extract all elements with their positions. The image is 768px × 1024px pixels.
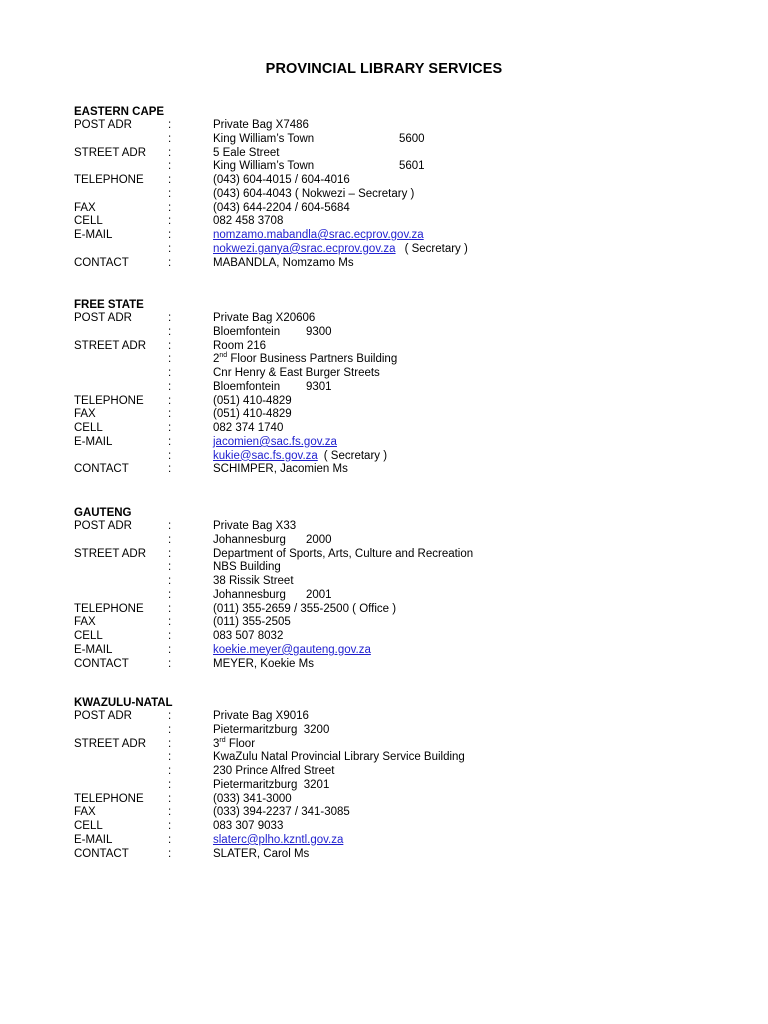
- post-adr-code: 5600: [399, 132, 425, 145]
- cell-row: [74, 215, 714, 229]
- secretary-email-link[interactable]: kukie@sac.fs.gov.za: [213, 449, 318, 462]
- telephone-value: (051) 410-4829: [213, 394, 292, 407]
- street-adr-code: 2001: [306, 588, 332, 601]
- street-adr-city: Johannesburg: [213, 588, 286, 601]
- colon: :: [168, 229, 172, 241]
- cell-label: CELL: [74, 422, 103, 434]
- colon: :: [168, 160, 172, 173]
- colon: :: [168, 132, 172, 145]
- street-adr-row-4: [74, 779, 714, 793]
- email-row-2: [74, 450, 714, 464]
- floor-suffix: rd: [219, 736, 226, 744]
- street-adr-street: 230 Prince Alfred Street: [213, 765, 335, 777]
- colon: :: [168, 630, 172, 642]
- contact-value: MEYER, Koekie Ms: [213, 657, 314, 670]
- street-adr-row: [74, 548, 714, 562]
- cell-row: [74, 630, 714, 644]
- email-link[interactable]: slaterc@plho.kzntl.gov.za: [213, 833, 344, 846]
- street-adr-row-2: [74, 160, 714, 174]
- fax-value: (033) 394-2237 / 341-3085: [213, 806, 350, 819]
- colon: :: [168, 339, 172, 352]
- street-adr-row-2: [74, 561, 714, 575]
- street-adr-value: Department of Sports, Arts, Culture and Recreation: [213, 547, 474, 560]
- colon: :: [168, 602, 172, 615]
- colon: :: [168, 449, 172, 462]
- colon: :: [168, 146, 172, 159]
- contact-value: SCHIMPER, Jacomien Ms: [213, 463, 348, 476]
- post-adr-row: [74, 710, 714, 724]
- email-link[interactable]: nomzamo.mabandla@srac.ecprov.gov.za: [213, 229, 424, 241]
- street-adr-code: 5601: [399, 160, 425, 173]
- floor-number: 3: [213, 737, 220, 750]
- street-adr-row-3: [74, 765, 714, 779]
- email-row: [74, 229, 714, 243]
- street-adr-row-4: [74, 589, 714, 603]
- floor-number: 2: [213, 353, 220, 366]
- street-adr-label: STREET ADR: [74, 737, 146, 750]
- street-adr-floor: [213, 353, 397, 367]
- floor-building: Floor Business Partners Building: [227, 353, 398, 366]
- colon: :: [168, 751, 172, 764]
- floor-suffix: nd: [219, 352, 228, 360]
- post-adr-row-2: [74, 326, 714, 340]
- colon: :: [168, 806, 172, 819]
- email-link[interactable]: koekie.meyer@gauteng.gov.za: [213, 643, 371, 656]
- colon: :: [168, 353, 172, 366]
- post-adr-city: Pietermaritzburg 3200: [213, 723, 330, 736]
- post-adr-row: [74, 520, 714, 534]
- colon: :: [168, 792, 172, 805]
- street-adr-row: [74, 147, 714, 161]
- post-adr-city: Bloemfontein: [213, 325, 281, 338]
- email-label: E-MAIL: [74, 229, 113, 241]
- street-adr-row-3: [74, 367, 714, 381]
- colon: :: [168, 561, 172, 574]
- colon: :: [168, 820, 172, 832]
- colon: :: [168, 657, 172, 670]
- cell-label: CELL: [74, 215, 103, 228]
- street-adr-streets: Cnr Henry & East Burger Streets: [213, 367, 380, 379]
- post-adr-label: POST ADR: [74, 312, 132, 324]
- post-adr-city: King William’s Town: [213, 132, 315, 145]
- colon: :: [168, 422, 172, 434]
- section-eastern-cape: [74, 105, 714, 270]
- section-kwazulu-natal: [74, 696, 714, 861]
- colon: :: [168, 575, 172, 587]
- post-adr-value: Private Bag X9016: [213, 710, 309, 722]
- section-heading: FREE STATE: [74, 299, 144, 311]
- colon: :: [168, 435, 172, 448]
- section-free-state: [74, 298, 714, 477]
- post-adr-code: 9300: [306, 325, 332, 338]
- post-adr-value: Private Bag X20606: [213, 312, 316, 324]
- street-adr-label: STREET ADR: [74, 339, 146, 352]
- colon: :: [168, 380, 172, 393]
- contact-row: [74, 463, 714, 477]
- telephone-label: TELEPHONE: [74, 174, 144, 186]
- post-adr-row-2: [74, 724, 714, 738]
- email-value-2: [213, 243, 468, 257]
- post-adr-row: [74, 119, 714, 133]
- colon: :: [168, 533, 172, 546]
- fax-row: [74, 806, 714, 820]
- telephone-label: TELEPHONE: [74, 602, 144, 615]
- secretary-note: ( Secretary ): [404, 242, 468, 255]
- post-adr-value: Private Bag X33: [213, 520, 297, 532]
- street-adr-building: NBS Building: [213, 561, 281, 574]
- colon: :: [168, 710, 172, 722]
- post-adr-row: [74, 312, 714, 326]
- street-adr-row-4: [74, 381, 714, 395]
- contact-value: MABANDLA, Nomzamo Ms: [213, 256, 354, 269]
- street-adr-row-2: [74, 751, 714, 765]
- post-adr-value: Private Bag X7486: [213, 119, 309, 131]
- post-adr-city: Johannesburg: [213, 533, 286, 546]
- section-heading: GAUTENG: [74, 507, 132, 519]
- fax-label: FAX: [74, 806, 96, 819]
- contact-row: [74, 257, 714, 271]
- colon: :: [168, 833, 172, 846]
- colon: :: [168, 119, 172, 131]
- fax-row: [74, 616, 714, 630]
- fax-label: FAX: [74, 408, 96, 421]
- telephone-row: [74, 174, 714, 188]
- street-adr-city: King William’s Town: [213, 160, 315, 173]
- colon: :: [168, 520, 172, 532]
- colon: :: [168, 616, 172, 629]
- post-adr-row-2: [74, 534, 714, 548]
- post-adr-code: 2000: [306, 533, 332, 546]
- email-row: [74, 644, 714, 658]
- street-adr-label: STREET ADR: [74, 547, 146, 560]
- post-adr-label: POST ADR: [74, 119, 132, 131]
- fax-value: (051) 410-4829: [213, 408, 292, 421]
- colon: :: [168, 643, 172, 656]
- contact-label: CONTACT: [74, 657, 129, 670]
- fax-value: (043) 644-2204 / 604-5684: [213, 201, 350, 214]
- telephone-row: [74, 603, 714, 617]
- cell-label: CELL: [74, 630, 103, 642]
- contact-label: CONTACT: [74, 256, 129, 269]
- cell-row: [74, 422, 714, 436]
- colon: :: [168, 408, 172, 421]
- colon: :: [168, 242, 172, 255]
- telephone-label: TELEPHONE: [74, 792, 144, 805]
- cell-value: 082 374 1740: [213, 422, 284, 434]
- street-adr-city: Bloemfontein: [213, 380, 281, 393]
- street-adr-row: [74, 738, 714, 752]
- street-adr-city: Pietermaritzburg 3201: [213, 778, 330, 791]
- cell-value: 082 458 3708: [213, 215, 284, 228]
- cell-row: [74, 820, 714, 834]
- post-adr-label: POST ADR: [74, 520, 132, 532]
- colon: :: [168, 367, 172, 379]
- post-adr-label: POST ADR: [74, 710, 132, 722]
- colon: :: [168, 312, 172, 324]
- street-adr-label: STREET ADR: [74, 146, 146, 159]
- contact-label: CONTACT: [74, 847, 129, 860]
- fax-value: (011) 355-2505: [213, 616, 291, 629]
- colon: :: [168, 588, 172, 601]
- fax-label: FAX: [74, 201, 96, 214]
- telephone-value-2: (043) 604-4043 ( Nokwezi – Secretary ): [213, 187, 415, 200]
- colon: :: [168, 547, 172, 560]
- fax-row: [74, 202, 714, 216]
- email-label: E-MAIL: [74, 833, 113, 846]
- contact-value: SLATER, Carol Ms: [213, 847, 310, 860]
- telephone-value: (043) 604-4015 / 604-4016: [213, 174, 350, 186]
- section-heading: KWAZULU-NATAL: [74, 697, 173, 709]
- contact-row: [74, 658, 714, 672]
- email-row-2: [74, 243, 714, 257]
- telephone-value: (011) 355-2659 / 355-2500 ( Office ): [213, 602, 397, 615]
- street-adr-row: [74, 340, 714, 354]
- email-value-2: [213, 450, 387, 464]
- street-adr-code: 9301: [306, 380, 332, 393]
- colon: :: [168, 723, 172, 736]
- section-gauteng: [74, 506, 714, 671]
- street-adr-value: 5 Eale Street: [213, 146, 280, 159]
- contact-row: [74, 848, 714, 862]
- email-row: [74, 436, 714, 450]
- street-adr-building: KwaZulu Natal Provincial Library Service Building: [213, 751, 465, 764]
- email-label: E-MAIL: [74, 643, 113, 656]
- telephone-row: [74, 395, 714, 409]
- cell-label: CELL: [74, 820, 103, 832]
- fax-label: FAX: [74, 616, 96, 629]
- section-heading: EASTERN CAPE: [74, 106, 165, 118]
- floor-text: Floor: [225, 737, 256, 750]
- colon: :: [168, 187, 172, 200]
- colon: :: [168, 765, 172, 777]
- telephone-label: TELEPHONE: [74, 394, 144, 407]
- email-link[interactable]: jacomien@sac.fs.gov.za: [213, 435, 337, 448]
- street-adr-street: 38 Rissik Street: [213, 575, 294, 587]
- telephone-row: [74, 793, 714, 807]
- colon: :: [168, 201, 172, 214]
- colon: :: [168, 325, 172, 338]
- colon: :: [168, 394, 172, 407]
- colon: :: [168, 174, 172, 186]
- colon: :: [168, 215, 172, 228]
- telephone-row-2: [74, 188, 714, 202]
- contact-label: CONTACT: [74, 463, 129, 476]
- secretary-note: ( Secretary ): [323, 449, 388, 462]
- street-adr-row-3: [74, 575, 714, 589]
- email-row: [74, 834, 714, 848]
- secretary-email-link[interactable]: nokwezi.ganya@srac.ecprov.gov.za: [213, 242, 396, 255]
- cell-value: 083 507 8032: [213, 630, 284, 642]
- colon: :: [168, 778, 172, 791]
- telephone-value: (033) 341-3000: [213, 792, 292, 805]
- colon: :: [168, 463, 172, 476]
- street-adr-value: Room 216: [213, 339, 267, 352]
- page-title: PROVINCIAL LIBRARY SERVICES: [265, 61, 503, 77]
- street-adr-row-2: [74, 353, 714, 367]
- email-label: E-MAIL: [74, 435, 113, 448]
- fax-row: [74, 408, 714, 422]
- cell-value: 083 307 9033: [213, 820, 284, 832]
- post-adr-row-2: [74, 133, 714, 147]
- colon: :: [168, 256, 172, 269]
- street-adr-floor: [213, 738, 255, 752]
- colon: :: [168, 737, 172, 750]
- colon: :: [168, 847, 172, 860]
